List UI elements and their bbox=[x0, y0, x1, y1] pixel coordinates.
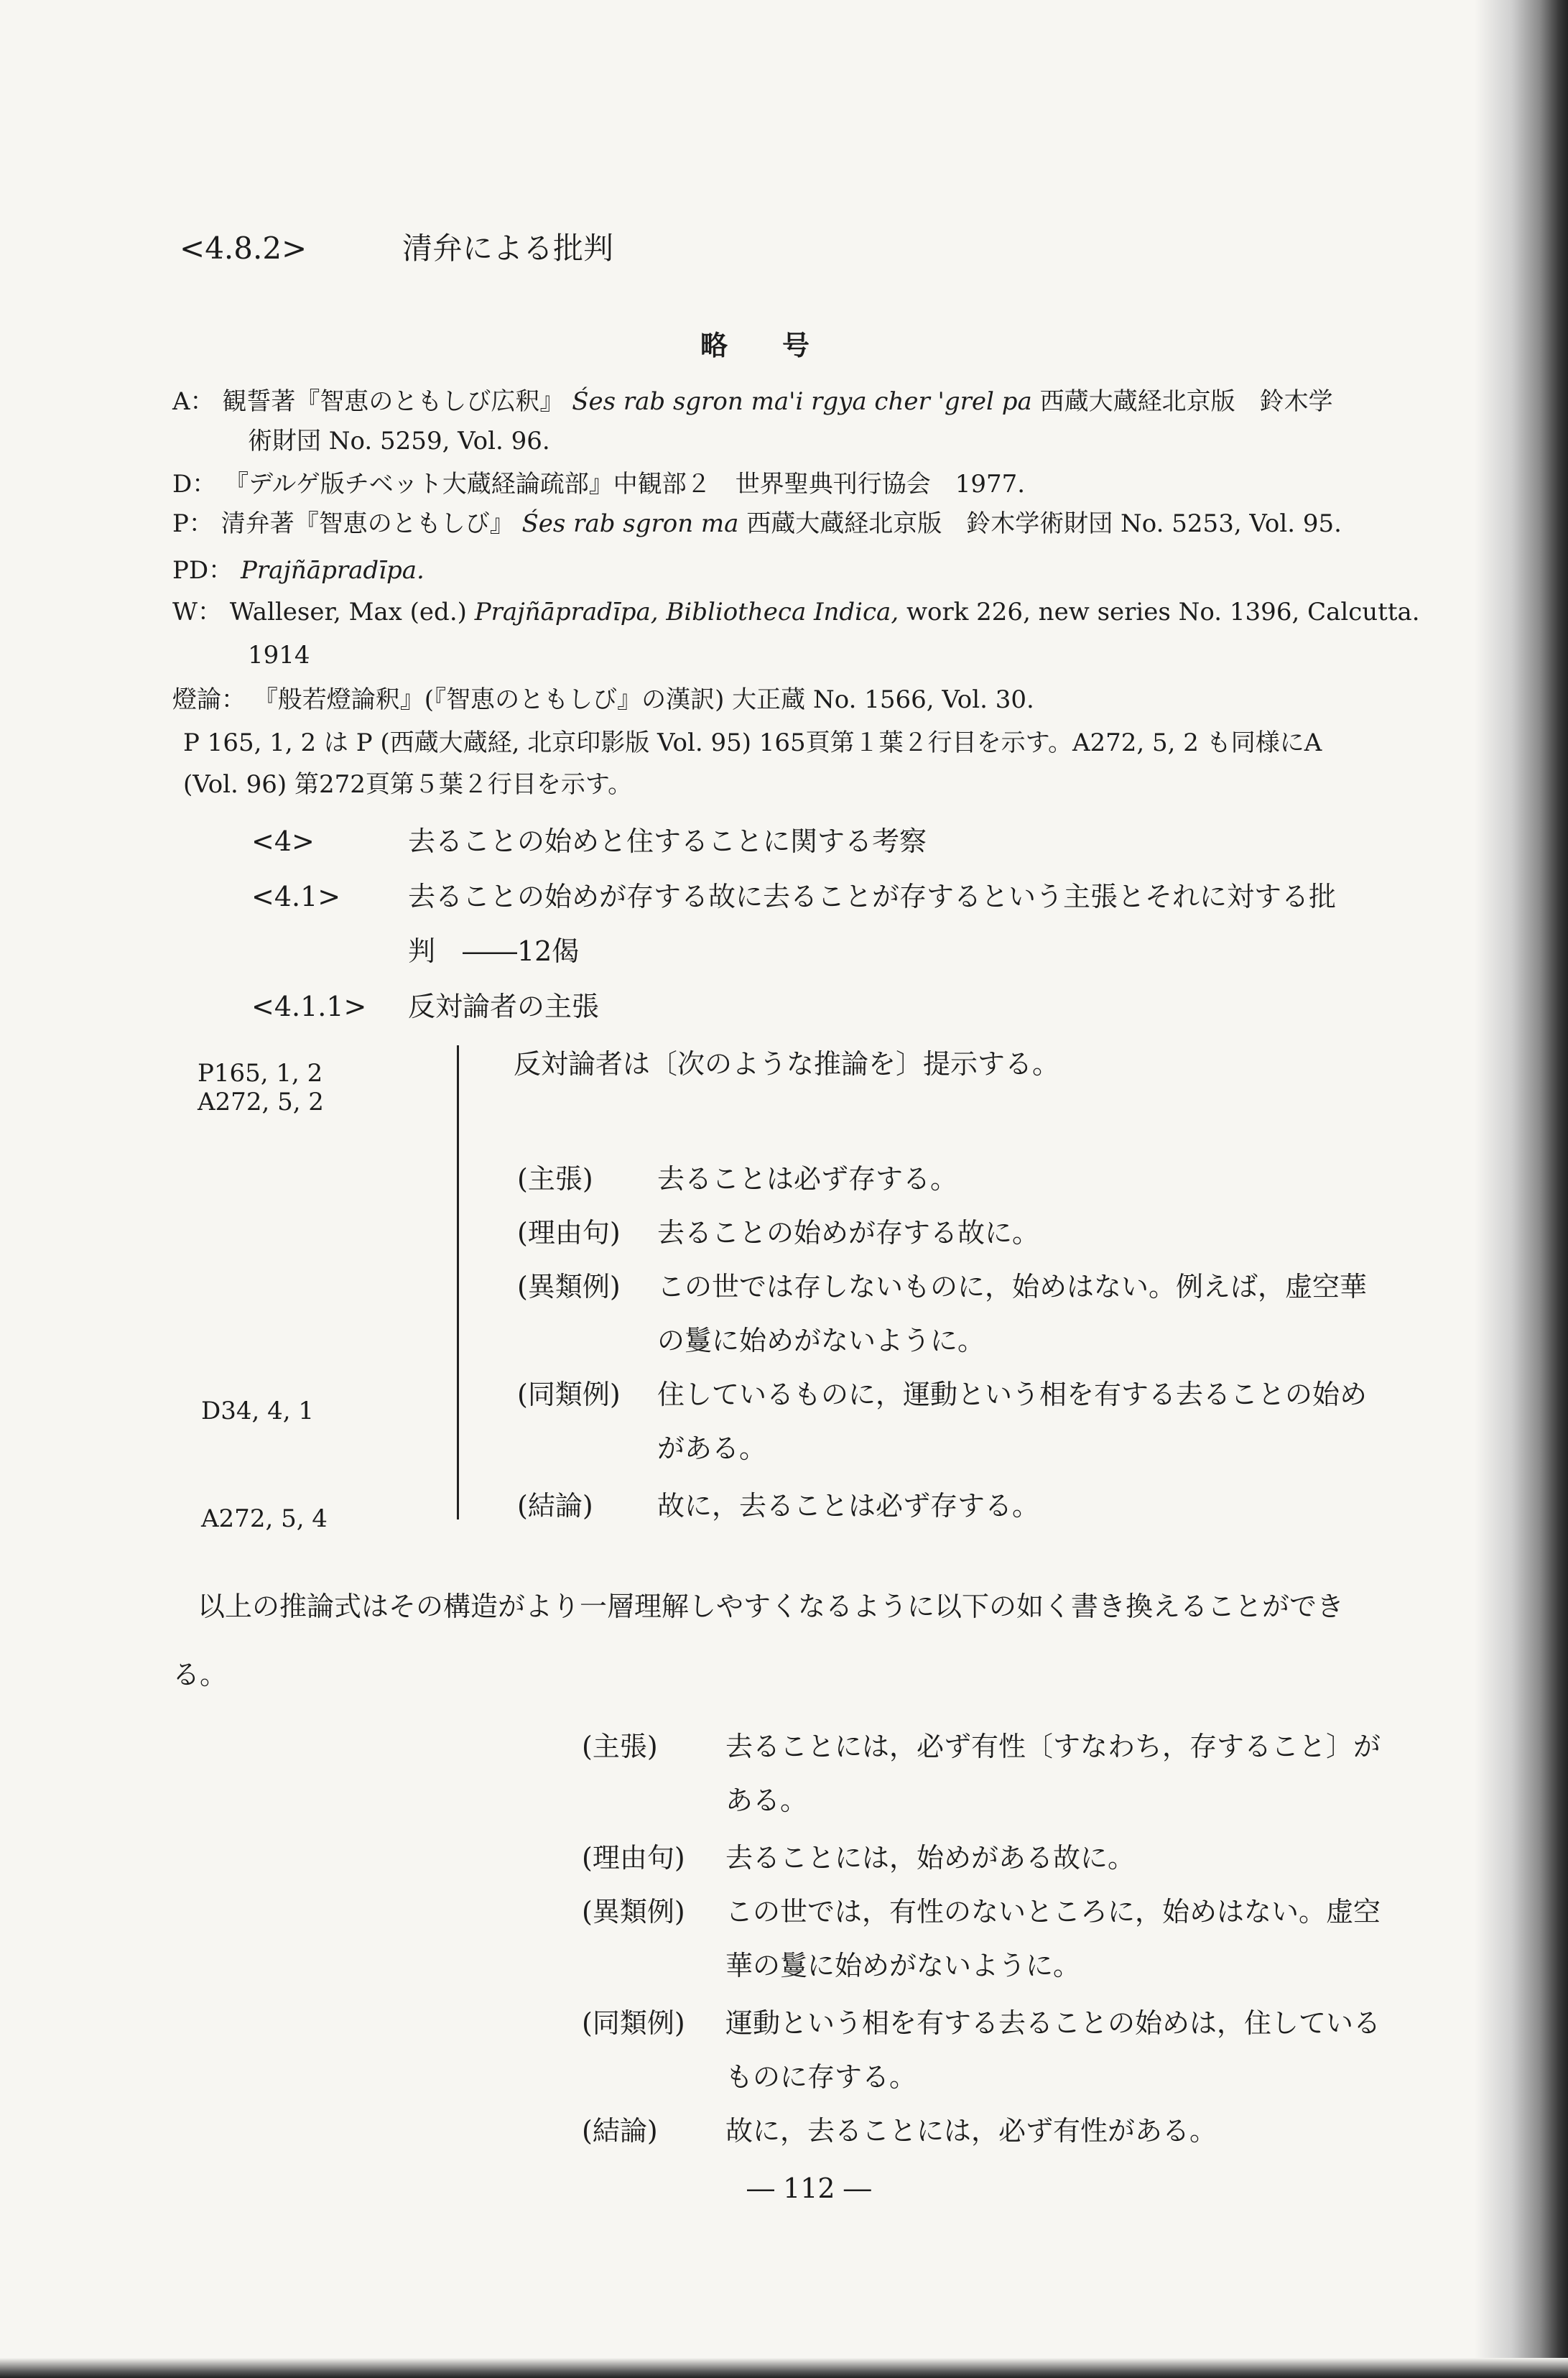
ref-note-line1: P 165, 1, 2 は P (西蔵大蔵経, 北京印影版 Vol. 95) 165頁第１葉２行目を示す。A272, 5, 2 も同様にA bbox=[183, 728, 1322, 757]
heading-4-1-1-num: <4.1.1> bbox=[251, 991, 367, 1022]
rewritten-label-dorui: (同類例) bbox=[582, 2007, 685, 2039]
argument-text-irui: この世では存しないものに，始めはない。例えば，虚空華 bbox=[657, 1271, 1368, 1303]
rewritten-text-shucho: 去ることには，必ず有性〔すなわち，存すること〕が bbox=[725, 1731, 1381, 1762]
rewritten-text-dorui: 運動という相を有する去ることの始めは，住している bbox=[725, 2007, 1381, 2039]
heading-4-1-num: <4.1> bbox=[251, 881, 341, 912]
page-edge-shadow bbox=[1475, 0, 1568, 2378]
abbrev-p bbox=[172, 506, 1342, 541]
abbrev-pd-label: PD： bbox=[172, 556, 233, 585]
argument-text-ketsuron: 故に，去ることは必ず存する。 bbox=[657, 1490, 1040, 1522]
margin-divider-line bbox=[457, 1045, 459, 1519]
argument-label-dorui: (同類例) bbox=[517, 1379, 621, 1410]
margin-ref-a272-5-4: A272, 5, 4 bbox=[201, 1504, 328, 1533]
abbrev-a-italic: Śes rab sgron ma'i rgya cher 'grel pa bbox=[572, 387, 1032, 416]
rewritten-text-shucho-2: ある。 bbox=[725, 1785, 808, 1816]
argument-text-shucho: 去ることは必ず存する。 bbox=[657, 1163, 958, 1195]
abbrev-toron bbox=[172, 683, 1034, 717]
abbrev-d bbox=[172, 467, 1025, 501]
abbrev-p-italic: Śes rab sgron ma bbox=[521, 509, 739, 538]
heading-4-num: <4> bbox=[251, 825, 315, 857]
abbrev-w-label: W： bbox=[172, 598, 222, 626]
abbrev-d-text: 『デルゲ版チベット大蔵経論疏部』中観部２ 世界聖典刊行協会 1977. bbox=[224, 470, 1026, 499]
rewritten-label-shucho: (主張) bbox=[582, 1731, 658, 1762]
abbrev-a bbox=[172, 384, 1333, 419]
margin-ref-p165: P165, 1, 2 bbox=[198, 1059, 323, 1088]
rewritten-label-ketsuron: (結論) bbox=[582, 2115, 658, 2147]
paragraph-line1: 以上の推論式はその構造がより一層理解しやすくなるように以下の如く書き換えることができ bbox=[198, 1591, 1345, 1622]
section-number: <4.8.2> bbox=[180, 231, 307, 266]
rewritten-text-riyu: 去ることには，始めがある故に。 bbox=[725, 1842, 1136, 1874]
abbrev-toron-text: 『般若燈論釈』(『智恵のともしび』の漢訳) 大正蔵 No. 1566, Vol. 30. bbox=[253, 685, 1034, 714]
abbrev-a-post: 西蔵大蔵経北京版 鈴木学 bbox=[1039, 387, 1333, 416]
page-bottom-edge bbox=[0, 2358, 1568, 2378]
section-title: 清弁による批判 bbox=[402, 231, 614, 266]
ref-note-line2: (Vol. 96) 第272頁第５葉２行目を示す。 bbox=[183, 770, 633, 799]
margin-ref-a272-5-2: A272, 5, 2 bbox=[198, 1088, 324, 1116]
heading-4-1-text: 去ることの始めが存する故に去ることが存するという主張とそれに対する批 bbox=[408, 881, 1337, 912]
abbrev-w-italic: Prajñāpradīpa, Bibliotheca Indica, bbox=[474, 598, 899, 626]
abbrev-pd bbox=[172, 553, 425, 588]
argument-label-ketsuron: (結論) bbox=[517, 1490, 593, 1522]
rewritten-text-irui-2: 華の鬘に始めがないように。 bbox=[725, 1950, 1081, 1981]
abbrev-a-line2: 術財団 No. 5259, Vol. 96. bbox=[248, 427, 550, 455]
abbreviations-heading: 略 号 bbox=[700, 329, 810, 361]
argument-label-shucho: (主張) bbox=[517, 1163, 593, 1195]
abbrev-d-label: D： bbox=[172, 470, 217, 499]
abbrev-w-post: work 226, new series No. 1396, Calcutta. bbox=[906, 598, 1420, 626]
heading-4-text: 去ることの始めと住することに関する考察 bbox=[408, 825, 927, 857]
abbrev-pd-italic: Prajñāpradīpa. bbox=[240, 556, 425, 585]
paragraph-line2: る。 bbox=[172, 1659, 228, 1690]
rewritten-label-riyu: (理由句) bbox=[582, 1842, 685, 1874]
abbrev-a-pre: 観誓著『智恵のともしび広釈』 bbox=[222, 387, 565, 416]
argument-text-irui-2: の鬘に始めがないように。 bbox=[657, 1325, 985, 1356]
margin-ref-d34: D34, 4, 1 bbox=[201, 1397, 315, 1425]
argument-text-dorui: 住しているものに，運動という相を有する去ることの始め bbox=[657, 1379, 1368, 1410]
rewritten-text-dorui-2: ものに存する。 bbox=[725, 2061, 917, 2093]
page-number: ― 112 ― bbox=[747, 2173, 871, 2204]
argument-label-riyu: (理由句) bbox=[517, 1217, 621, 1249]
abbrev-p-post: 西蔵大蔵経北京版 鈴木学術財団 No. 5253, Vol. 95. bbox=[746, 509, 1342, 538]
abbrev-p-label: P： bbox=[172, 509, 213, 538]
abbrev-w-pre: Walleser, Max (ed.) bbox=[229, 598, 467, 626]
heading-4-1-text2: 判 ――12偈 bbox=[408, 935, 580, 967]
abbrev-toron-label: 燈論： bbox=[172, 685, 246, 714]
argument-intro: 反対論者は〔次のような推論を〕提示する。 bbox=[514, 1048, 1060, 1080]
abbrev-w bbox=[172, 595, 1420, 629]
heading-4-1-1-text: 反対論者の主張 bbox=[408, 991, 600, 1022]
abbrev-w-line2: 1914 bbox=[248, 641, 310, 670]
rewritten-text-ketsuron: 故に，去ることには，必ず有性がある。 bbox=[725, 2115, 1217, 2147]
argument-text-dorui-2: がある。 bbox=[657, 1433, 767, 1464]
rewritten-text-irui: この世では，有性のないところに，始めはない。虚空 bbox=[725, 1896, 1381, 1928]
argument-label-irui: (異類例) bbox=[517, 1271, 621, 1303]
abbrev-a-label: A： bbox=[172, 387, 215, 416]
rewritten-label-irui: (異類例) bbox=[582, 1896, 685, 1928]
argument-text-riyu: 去ることの始めが存する故に。 bbox=[657, 1217, 1040, 1249]
abbrev-p-pre: 清弁著『智恵のともしび』 bbox=[221, 509, 514, 538]
